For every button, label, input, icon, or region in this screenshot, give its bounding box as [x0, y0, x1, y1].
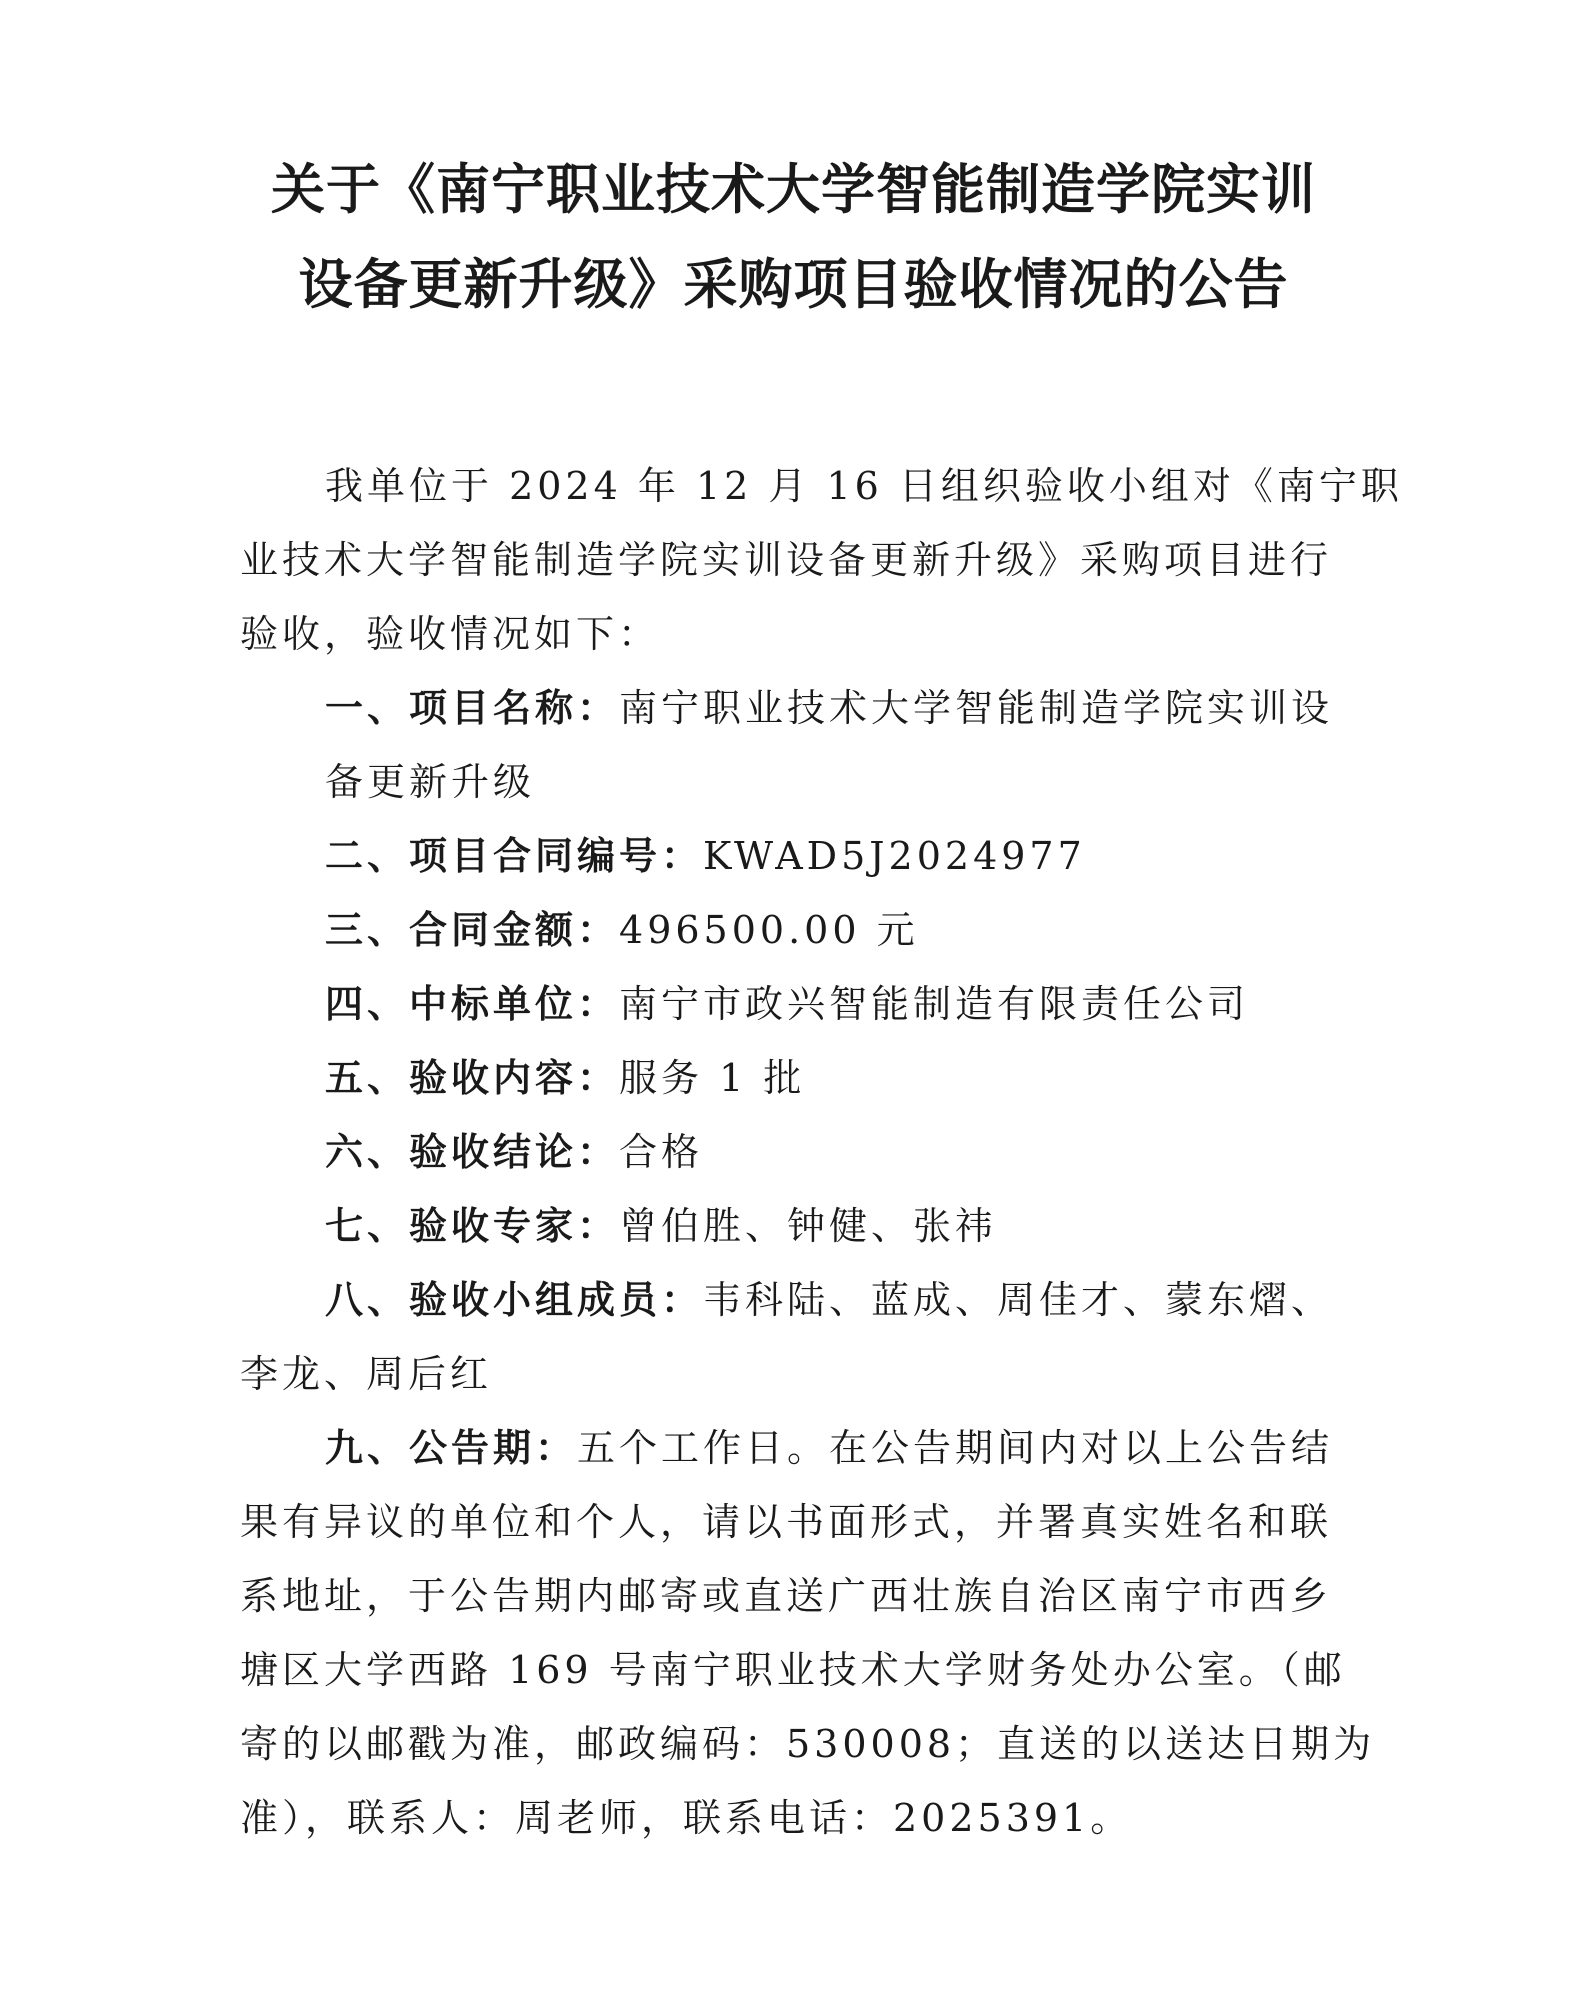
item-acceptance-content	[325, 1056, 805, 1102]
item-notice-period-line-2: 果有异议的单位和个人，请以书面形式，并署真实姓名和联	[240, 1500, 1333, 1544]
document-title-line-2: 设备更新升级》采购项目验收情况的公告	[298, 253, 1289, 316]
item-acceptance-experts-value: 曾伯胜、钟健、张祎	[619, 1204, 998, 1248]
item-contract-number-label: 二、项目合同编号：	[325, 834, 704, 878]
item-contract-amount-value: 496500.00 元	[619, 908, 919, 952]
item-winning-bidder	[325, 982, 1249, 1028]
item-acceptance-conclusion	[325, 1130, 703, 1176]
item-project-name-label: 一、项目名称：	[325, 686, 620, 730]
item-contract-amount-label: 三、合同金额：	[325, 908, 620, 952]
item-notice-period-line-3: 系地址，于公告期内邮寄或直送广西壮族自治区南宁市西乡	[240, 1574, 1333, 1618]
intro-line-2: 业技术大学智能制造学院实训设备更新升级》采购项目进行	[240, 538, 1333, 582]
item-contract-number	[325, 834, 1086, 880]
item-project-name-continued: 备更新升级	[325, 760, 536, 804]
item-acceptance-members-continued: 李龙、周后红	[240, 1352, 493, 1396]
item-winning-bidder-label: 四、中标单位：	[325, 982, 620, 1026]
item-notice-period-line-5: 寄的以邮戳为准，邮政编码：530008；直送的以送达日期为	[240, 1722, 1376, 1766]
item-winning-bidder-value: 南宁市政兴智能制造有限责任公司	[619, 982, 1250, 1026]
item-acceptance-conclusion-value: 合格	[619, 1130, 704, 1174]
item-acceptance-experts-label: 七、验收专家：	[325, 1204, 620, 1248]
item-acceptance-conclusion-label: 六、验收结论：	[325, 1130, 620, 1174]
item-acceptance-content-value: 服务 1 批	[619, 1056, 806, 1100]
item-notice-period-value: 五个工作日。在公告期间内对以上公告结	[577, 1426, 1334, 1470]
item-contract-number-value: KWAD5J2024977	[703, 834, 1086, 878]
intro-line-1: 我单位于 2024 年 12 月 16 日组织验收小组对《南宁职	[325, 464, 1403, 508]
item-notice-period	[325, 1426, 1333, 1472]
item-acceptance-content-label: 五、验收内容：	[325, 1056, 620, 1100]
document-title-line-1: 关于《南宁职业技术大学智能制造学院实训	[271, 158, 1316, 221]
item-project-name-value: 南宁职业技术大学智能制造学院实训设	[619, 686, 1334, 730]
item-notice-period-line-4: 塘区大学西路 169 号南宁职业技术大学财务处办公室。（邮	[240, 1648, 1346, 1692]
item-contract-amount	[325, 908, 919, 954]
intro-line-3: 验收，验收情况如下：	[240, 612, 661, 656]
item-acceptance-experts	[325, 1204, 997, 1250]
item-acceptance-members	[325, 1278, 1333, 1324]
item-acceptance-members-value: 韦科陆、蓝成、周佳才、蒙东熠、	[703, 1278, 1334, 1322]
item-acceptance-members-label: 八、验收小组成员：	[325, 1278, 704, 1322]
item-notice-period-line-6: 准），联系人：周老师，联系电话：2025391。	[240, 1796, 1133, 1840]
item-notice-period-label: 九、公告期：	[325, 1426, 578, 1470]
item-project-name	[325, 686, 1333, 732]
